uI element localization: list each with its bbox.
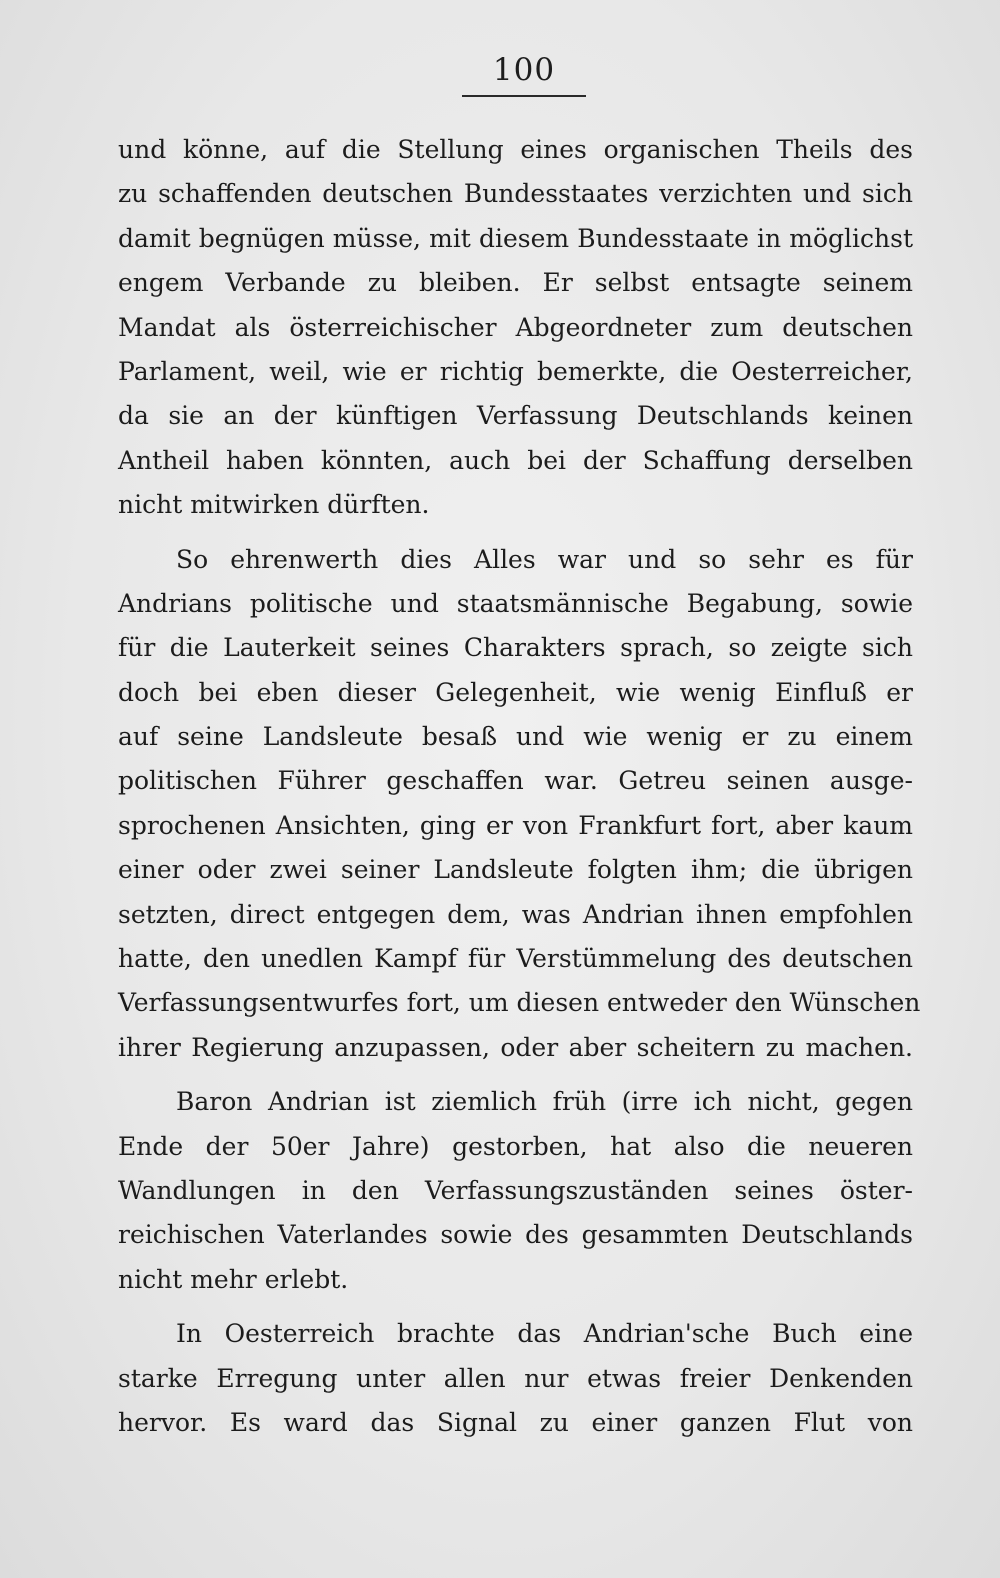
header-rule [462,95,586,97]
paragraph [118,538,921,1071]
text-line: ihrer Regierung anzupassen, oder aber scheitern zu machen. [118,1032,913,1062]
text-line: Andrians politische und staatsmännische Begabung, sowie [118,588,913,618]
text-line: sprochenen Ansichten, ging er von Frankfurt fort, aber kaum [118,810,913,840]
text-line: zu schaffenden deutschen Bundesstaates verzichten und sich [118,179,913,209]
text-line: hervor. Es ward das Signal zu einer ganzen Flut von [118,1407,913,1437]
text-line: auf seine Landsleute besaß und wie wenig er zu einem [118,722,913,752]
text-line: Wandlungen in den Verfassungszuständen seines öster- [118,1175,913,1205]
text-line: und könne, auf die Stellung eines organischen Theils des [118,135,913,164]
text-line: Baron Andrian ist ziemlich früh (irre ich nicht, gegen [176,1087,913,1117]
text-line: nicht mitwirken dürften. [118,490,430,520]
text-line: In Oesterreich brachte das Andrian'sche Buch eine [176,1319,913,1349]
text-line: hatte, den unedlen Kampf für Verstümmelung des deutschen [118,944,913,974]
text-line: Antheil haben könnten, auch bei der Schaffung derselben [118,445,913,475]
text-line: engem Verbande zu bleiben. Er selbst entsagte seinem [118,268,913,298]
page-number: 100 [492,52,556,88]
text-line: Mandat als österreichischer Abgeordneter zum deutschen [118,312,913,342]
paragraph [118,1080,913,1302]
text-line: setzten, direct entgegen dem, was Andrian ihnen empfohlen [118,899,913,929]
text-line: damit begnügen müsse, mit diesem Bundesstaate in möglichst [118,223,913,253]
text-line: So ehrenwerth dies Alles war und so sehr es für [176,544,913,574]
text-line: reichischen Vaterlandes sowie des gesammten Deutschlands [118,1220,913,1250]
text-line: nicht mehr erlebt. [118,1264,349,1294]
text-line: einer oder zwei seiner Landsleute folgten ihm; die übrigen [118,855,913,885]
text-line: Ende der 50er Jahre) gestorben, hat also die neueren [118,1131,913,1161]
paragraph [118,128,913,528]
paragraph [118,1312,913,1445]
text-line: da sie an der künftigen Verfassung Deutschlands keinen [118,401,913,431]
text-line: politischen Führer geschaffen war. Getreu seinen ausge- [118,766,913,796]
text-line: Parlament, weil, wie er richtig bemerkte, die Oesterreicher, [118,356,913,386]
text-line: Verfassungsentwurfes fort, um diesen entweder den Wünschen [118,988,921,1018]
body-text [118,128,921,1455]
text-line: starke Erregung unter allen nur etwas freier Denkenden [118,1363,913,1393]
text-line: doch bei eben dieser Gelegenheit, wie wenig Einfluß er [118,677,913,707]
text-line: für die Lauterkeit seines Charakters sprach, so zeigte sich [118,633,913,663]
